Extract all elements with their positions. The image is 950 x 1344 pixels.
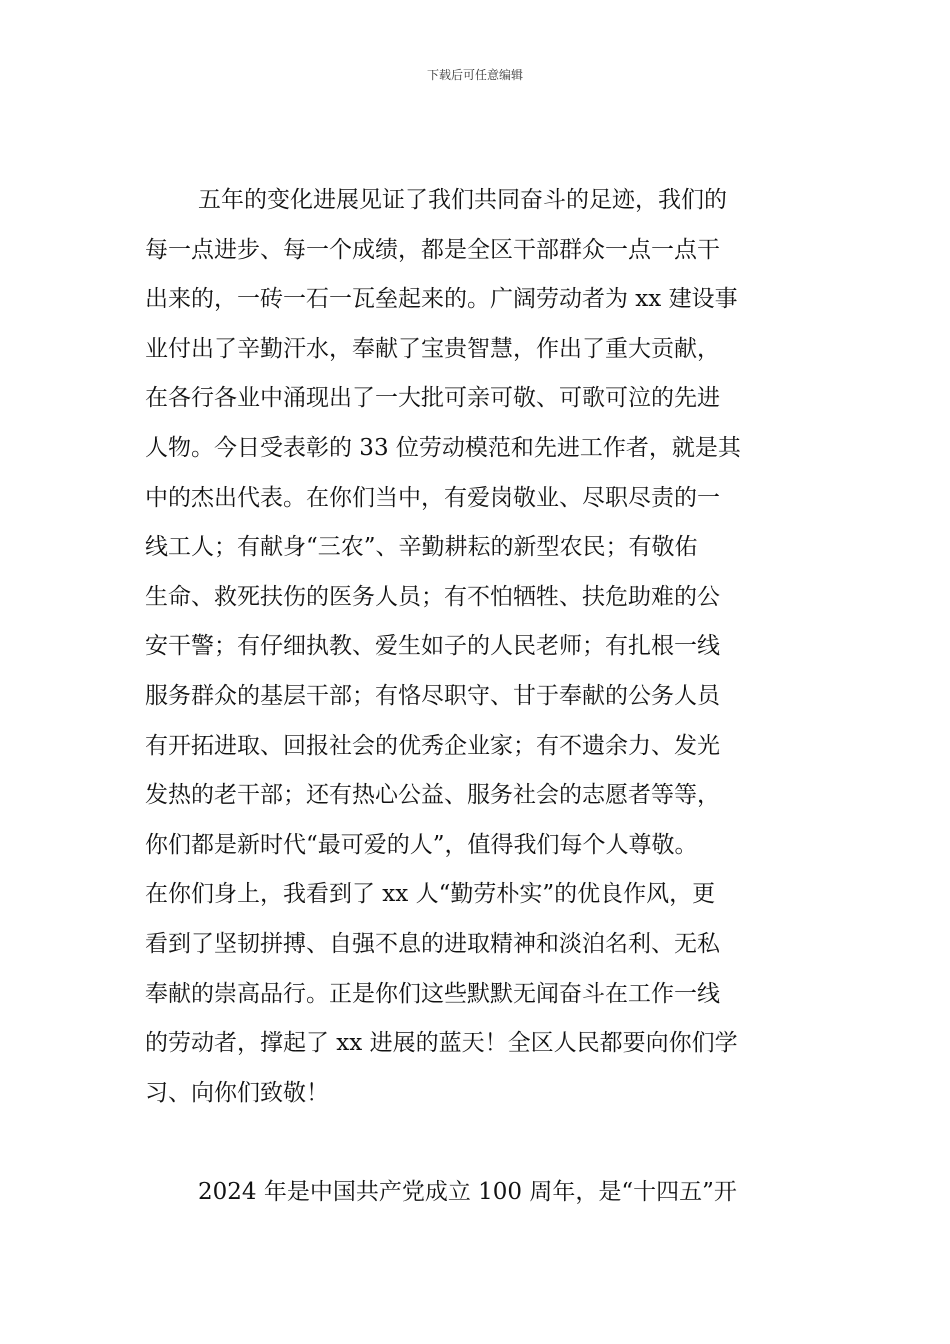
paragraph-line: 生命、救死扶伤的医务人员；有不怕牺牲、扶危助难的公 — [145, 583, 720, 610]
paragraph-line: 的劳动者，撑起了 xx 进展的蓝天！全区人民都要向你们学 — [145, 1030, 738, 1057]
paragraph-1 — [145, 176, 810, 1118]
paragraph-line: 看到了坚韧拼搏、自强不息的进取精神和淡泊名利、无私 — [145, 930, 720, 957]
paragraph-line: 在各行各业中涌现出了一大批可亲可敬、可歌可泣的先进 — [145, 385, 720, 412]
paragraph-line: 习、向你们致敬！ — [145, 1079, 329, 1106]
paragraph-line: 在你们身上，我看到了 xx 人“勤劳朴实”的优良作风，更 — [145, 881, 716, 908]
paragraph-line: 2024 年是中国共产党成立 100 周年，是“十四五”开 — [198, 1178, 737, 1205]
paragraph-line: 业付出了辛勤汗水，奉献了宝贵智慧，作出了重大贡献， — [145, 335, 720, 362]
paragraph-line: 每一点进步、每一个成绩，都是全区干部群众一点一点干 — [145, 236, 720, 263]
paragraph-line: 发热的老干部；还有热心公益、服务社会的志愿者等等， — [145, 782, 720, 809]
paragraph-2 — [145, 1168, 810, 1218]
paragraph-line: 服务群众的基层干部；有恪尽职守、甘于奉献的公务人员 — [145, 682, 720, 709]
document-body — [145, 176, 810, 1217]
paragraph-line: 人物。今日受表彰的 33 位劳动模范和先进工作者，就是其 — [145, 434, 741, 461]
paragraph-line: 线工人；有献身“三农”、辛勤耕耘的新型农民；有敬佑 — [145, 534, 698, 561]
paragraph-line: 奉献的崇高品行。正是你们这些默默无闻奋斗在工作一线 — [145, 980, 720, 1007]
paragraph-line: 有开拓进取、回报社会的优秀企业家；有不遗余力、发光 — [145, 732, 720, 759]
paragraph-spacer — [145, 1118, 810, 1168]
paragraph-line: 五年的变化进展见证了我们共同奋斗的足迹，我们的 — [198, 187, 727, 213]
paragraph-line: 中的杰出代表。在你们当中，有爱岗敬业、尽职尽责的一 — [145, 484, 720, 511]
paragraph-line: 安干警；有仔细执教、爱生如子的人民老师；有扎根一线 — [145, 633, 720, 660]
paragraph-line: 出来的，一砖一石一瓦垒起来的。广阔劳动者为 xx 建设事 — [145, 286, 738, 313]
page-header: 下载后可任意编辑 — [426, 68, 523, 82]
paragraph-line: 你们都是新时代“最可爱的人”，值得我们每个人尊敬。 — [145, 831, 698, 858]
